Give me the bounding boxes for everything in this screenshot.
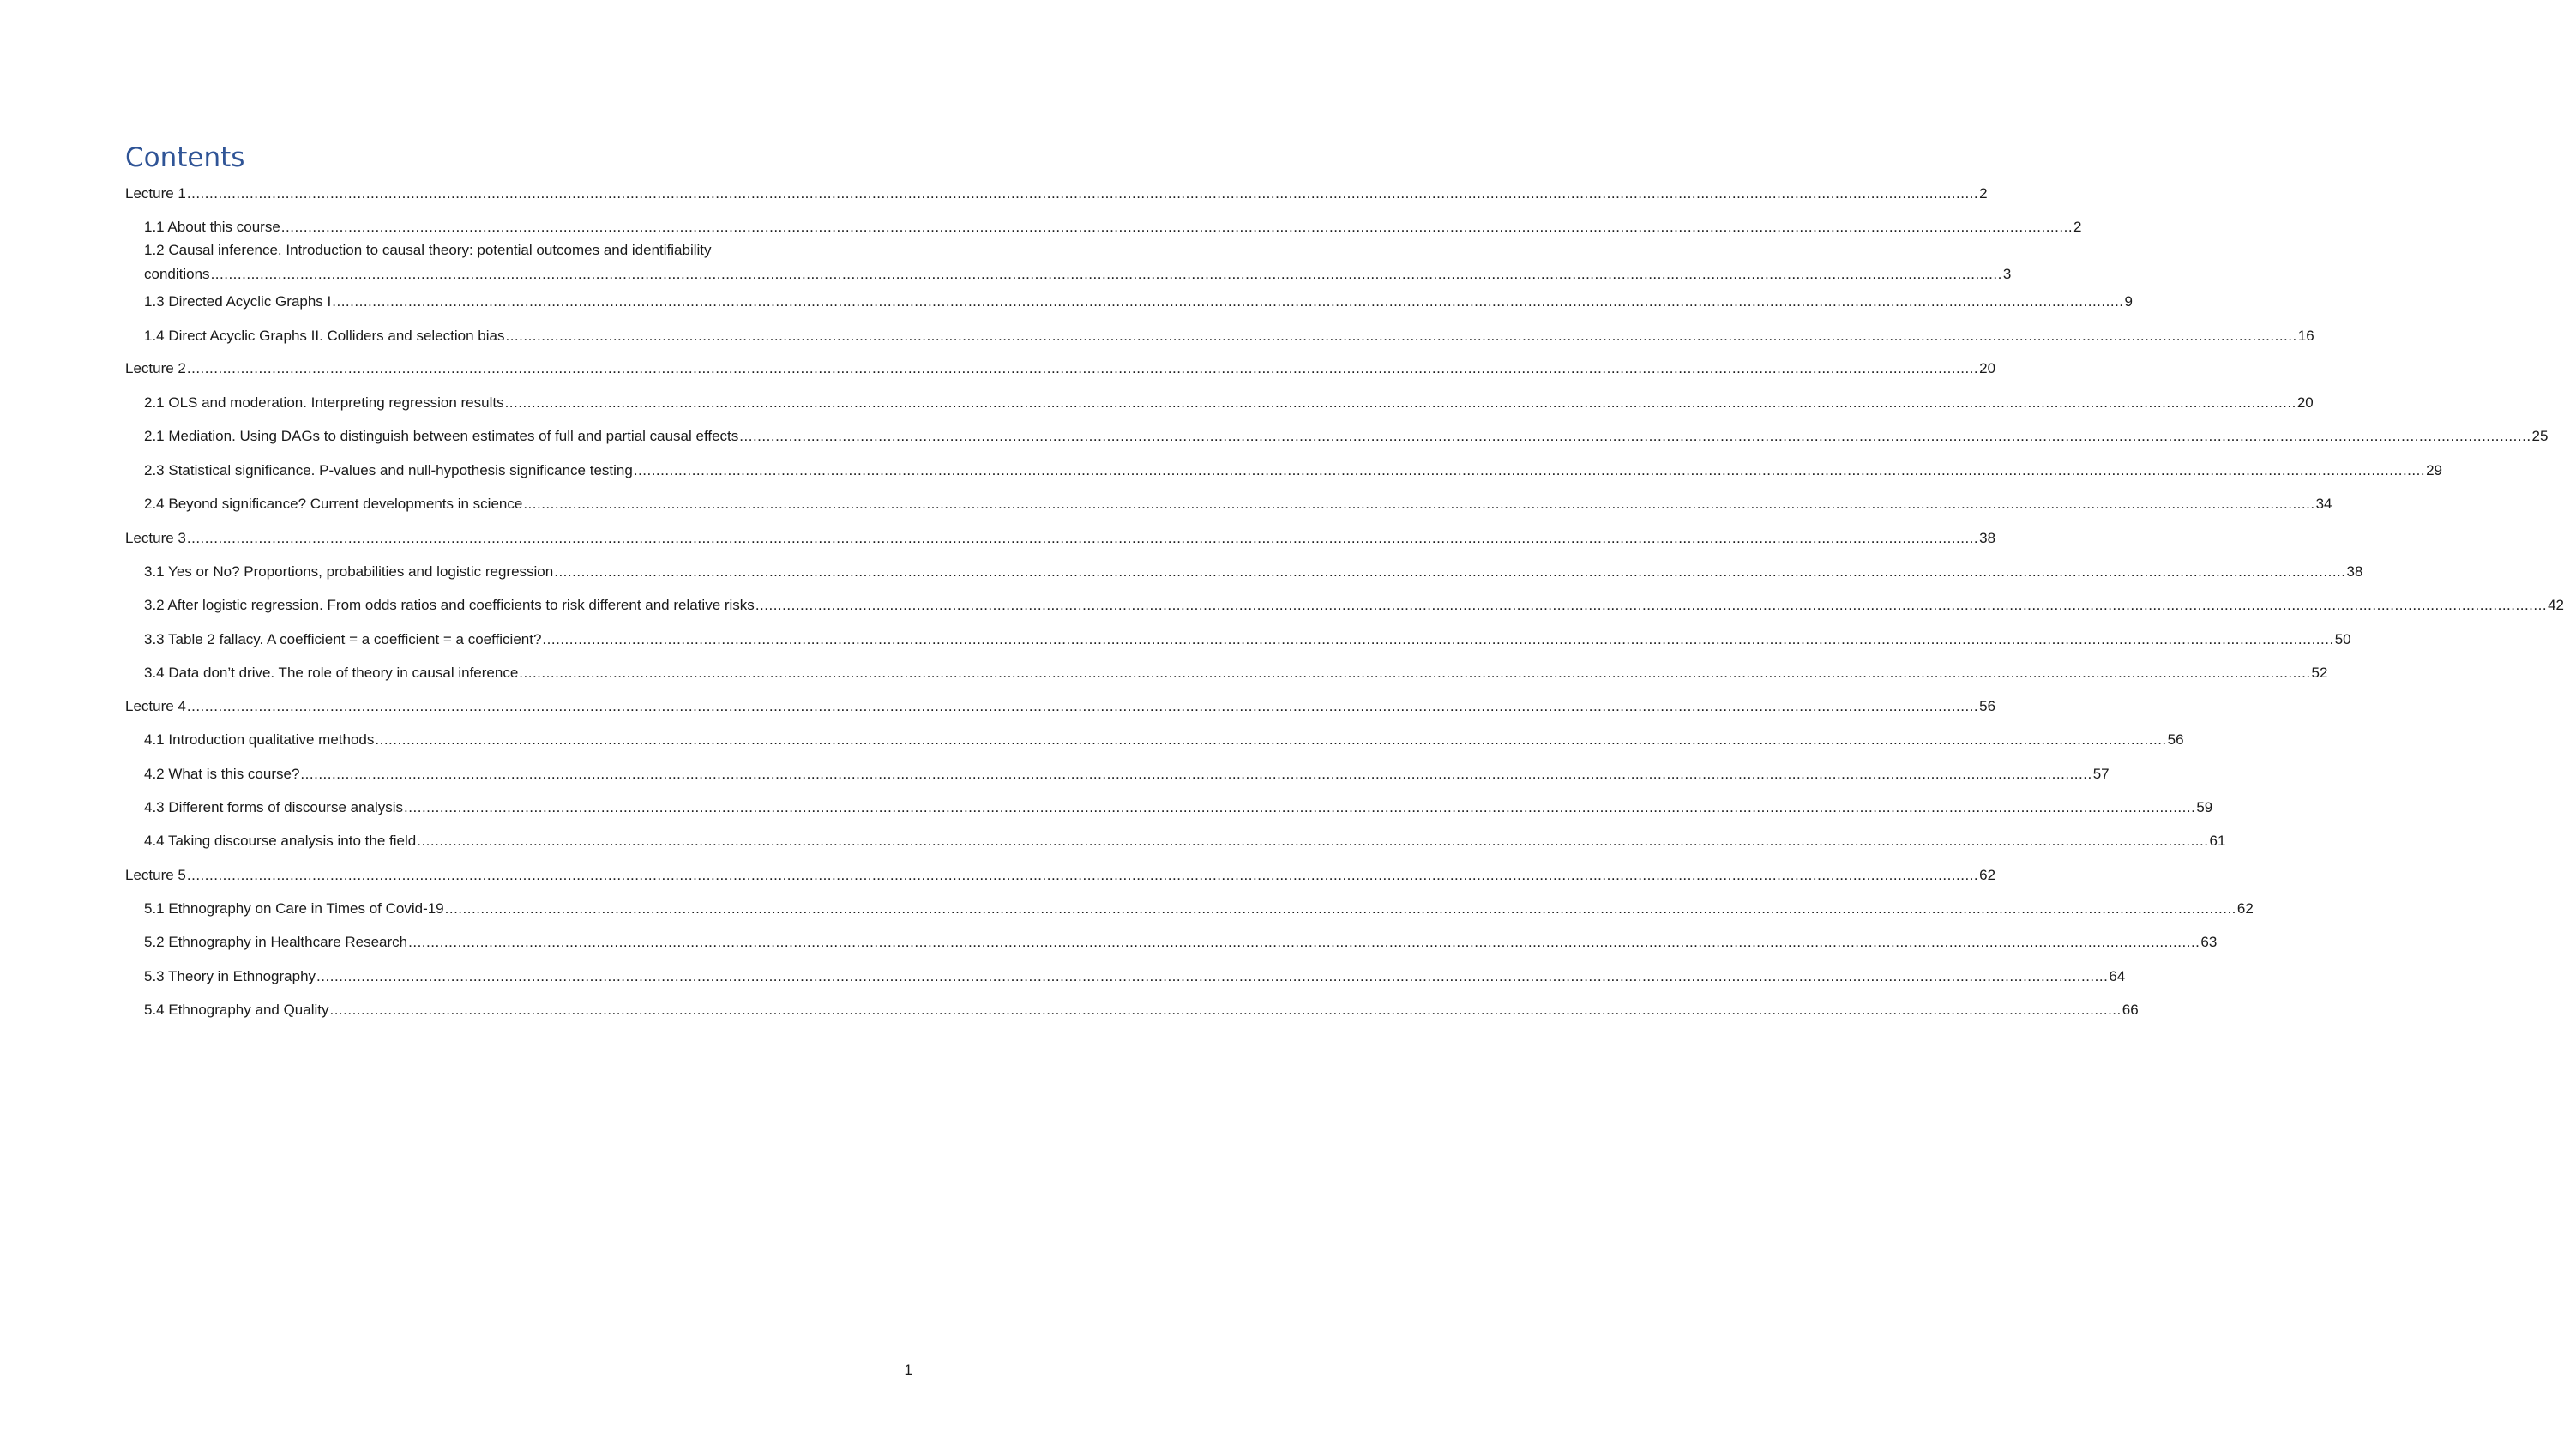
toc-entry-label: 1.4 Direct Acyclic Graphs II. Colliders and selection bias (144, 328, 505, 344)
toc-entry-section[interactable] (144, 829, 2226, 853)
toc-entry-page: 64 (2109, 968, 2126, 984)
toc-dot-leader: ................................................................................................................................................................................................................................................................................................................................................................................................................ (329, 1002, 2122, 1018)
toc-entry-section[interactable] (144, 897, 2254, 921)
toc-entry-section[interactable] (144, 628, 2351, 652)
toc-dot-leader: ................................................................................................................................................................................................................................................................................................................................................................................................................ (542, 631, 2334, 647)
toc-dot-leader: ................................................................................................................................................................................................................................................................................................................................................................................................................ (523, 496, 2315, 512)
toc-dot-leader: ................................................................................................................................................................................................................................................................................................................................................................................................................ (417, 833, 2209, 849)
toc-entry-page: 61 (2209, 833, 2226, 849)
toc-entry-page: 52 (2311, 665, 2328, 681)
toc-dot-leader: ................................................................................................................................................................................................................................................................................................................................................................................................................ (375, 731, 2167, 748)
toc-entry-label: 5.1 Ethnography on Care in Times of Covid-19 (144, 900, 444, 917)
toc-entry-page: 66 (2122, 1002, 2139, 1018)
page-number: 1 (904, 1362, 912, 1378)
toc-entry-page: 57 (2092, 766, 2110, 782)
toc-entry-section[interactable] (144, 560, 2363, 584)
toc-entry-page: 25 (2531, 428, 2549, 444)
toc-entry-line (144, 661, 2328, 685)
toc-entry-section[interactable] (144, 728, 2184, 752)
toc-entry-label: 2.1 Mediation. Using DAGs to distinguish between estimates of full and partial causal effects (144, 428, 739, 444)
toc-dot-leader: ................................................................................................................................................................................................................................................................................................................................................................................................................ (186, 698, 1979, 714)
toc-entry-section[interactable] (144, 459, 2442, 483)
toc-dot-leader: ................................................................................................................................................................................................................................................................................................................................................................................................................ (186, 867, 1979, 883)
toc-entry-line (144, 290, 2133, 314)
toc-entry-lecture[interactable] (125, 863, 1996, 887)
toc-dot-leader: ................................................................................................................................................................................................................................................................................................................................................................................................................ (739, 428, 2531, 444)
toc-dot-leader: ................................................................................................................................................................................................................................................................................................................................................................................................................ (280, 219, 2073, 235)
toc-entry-line (144, 796, 2213, 820)
toc-entry-line (144, 215, 2082, 239)
toc-entry-line (125, 863, 1996, 887)
toc-entry-page: 42 (2548, 597, 2564, 613)
toc-entry-section[interactable] (144, 661, 2328, 685)
toc-entry-label: 3.2 After logistic regression. From odds ratios and coefficients to risk different and relative risks (144, 597, 755, 613)
toc-entry-page: 29 (2426, 462, 2442, 478)
toc-entry-page: 20 (2296, 394, 2314, 411)
toc-entry-label: 3.4 Data don’t drive. The role of theory in causal inference (144, 665, 519, 681)
toc-entry-page: 9 (2124, 293, 2133, 310)
toc-dot-leader: ................................................................................................................................................................................................................................................................................................................................................................................................................ (210, 266, 2002, 282)
toc-entry-line (144, 593, 2564, 617)
toc-entry-section[interactable] (144, 762, 2110, 786)
toc-entry-section[interactable] (144, 965, 2126, 989)
toc-entry-section[interactable] (144, 391, 2314, 415)
toc-entry-line (144, 262, 2012, 286)
toc-entry-line (144, 998, 2139, 1022)
toc-entry-line (125, 182, 1988, 206)
toc-dot-leader: ................................................................................................................................................................................................................................................................................................................................................................................................................ (186, 185, 1979, 202)
toc-entry-page: 3 (2002, 266, 2012, 282)
toc-entry-section[interactable] (144, 215, 2082, 239)
toc-entry-line (144, 391, 2314, 415)
toc-entry-page: 20 (1979, 360, 1996, 376)
toc-dot-leader: ................................................................................................................................................................................................................................................................................................................................................................................................................ (505, 328, 2297, 344)
toc-entry-lecture[interactable] (125, 182, 1988, 206)
toc-entry-line (144, 728, 2184, 752)
toc-entry-label-line1: 1.2 Causal inference. Introduction to causal theory: potential outcomes and identifiability (144, 242, 712, 258)
toc-entry-page: 62 (2236, 900, 2254, 917)
toc-entry-page: 2 (1979, 185, 1988, 202)
toc-entry-section[interactable] (144, 424, 2549, 448)
toc-entry-label: conditions (144, 266, 210, 282)
toc-entry-section[interactable] (144, 930, 2218, 954)
toc-entry-line (125, 526, 1996, 551)
toc-entry-page: 34 (2315, 496, 2332, 512)
toc-entry-label: 3.3 Table 2 fallacy. A coefficient = a coefficient = a coefficient? (144, 631, 542, 647)
toc-entry-page: 38 (1979, 530, 1996, 546)
toc-entry-label: 5.2 Ethnography in Healthcare Research (144, 934, 408, 950)
toc-entry-label: 4.1 Introduction qualitative methods (144, 731, 375, 748)
toc-entry-label: 4.3 Different forms of discourse analysis (144, 799, 404, 815)
toc-entry-label: 1.3 Directed Acyclic Graphs I (144, 293, 332, 310)
toc-entry-label: 5.3 Theory in Ethnography (144, 968, 316, 984)
toc-entry-line (144, 930, 2218, 954)
toc-entry-label: 3.1 Yes or No? Proportions, probabilities and logistic regression (144, 563, 554, 580)
toc-entry-line (144, 829, 2226, 853)
toc-dot-leader: ................................................................................................................................................................................................................................................................................................................................................................................................................ (444, 900, 2236, 917)
toc-entry-label: Lecture 1 (125, 185, 186, 202)
toc-dot-leader: ................................................................................................................................................................................................................................................................................................................................................................................................................ (332, 293, 2124, 310)
toc-entry-page: 38 (2346, 563, 2363, 580)
toc-entry-section[interactable] (144, 238, 2012, 286)
toc-entry-page: 62 (1979, 867, 1996, 883)
toc-dot-leader: ................................................................................................................................................................................................................................................................................................................................................................................................................ (554, 563, 2346, 580)
toc-entry-section[interactable] (144, 492, 2332, 516)
toc-entry-line (144, 459, 2442, 483)
toc-entry-label: 2.3 Statistical significance. P-values and null-hypothesis significance testing (144, 462, 633, 478)
toc-entry-page: 50 (2334, 631, 2351, 647)
toc-entry-label: 2.1 OLS and moderation. Interpreting regression results (144, 394, 504, 411)
toc-entry-line (144, 424, 2549, 448)
toc-dot-leader: ................................................................................................................................................................................................................................................................................................................................................................................................................ (408, 934, 2200, 950)
toc-entry-label: Lecture 5 (125, 867, 186, 883)
toc-dot-leader: ................................................................................................................................................................................................................................................................................................................................................................................................................ (186, 360, 1979, 376)
toc-entry-label: 2.4 Beyond significance? Current developments in science (144, 496, 523, 512)
toc-dot-leader: ................................................................................................................................................................................................................................................................................................................................................................................................................ (633, 462, 2426, 478)
toc-entry-label: 4.2 What is this course? (144, 766, 300, 782)
toc-entry-label: Lecture 4 (125, 698, 186, 714)
toc-entry-page: 63 (2200, 934, 2218, 950)
toc-entry-lecture[interactable] (125, 695, 1996, 719)
toc-dot-leader: ................................................................................................................................................................................................................................................................................................................................................................................................................ (755, 597, 2548, 613)
toc-entry-label: 1.1 About this course (144, 219, 280, 235)
toc-entry-line (144, 560, 2363, 584)
toc-entry-section[interactable] (144, 796, 2213, 820)
toc-entry-line (144, 324, 2314, 348)
toc-entry-line (144, 492, 2332, 516)
toc-entry-lecture[interactable] (125, 526, 1996, 551)
toc-dot-leader: ................................................................................................................................................................................................................................................................................................................................................................................................................ (186, 530, 1979, 546)
toc-dot-leader: ................................................................................................................................................................................................................................................................................................................................................................................................................ (519, 665, 2311, 681)
toc-entry-page: 56 (2167, 731, 2184, 748)
toc-entry-line (125, 357, 1996, 381)
toc-entry-line (144, 628, 2351, 652)
toc-entry-lecture[interactable] (125, 357, 1996, 381)
toc-dot-leader: ................................................................................................................................................................................................................................................................................................................................................................................................................ (404, 799, 2196, 815)
toc-entry-label: 4.4 Taking discourse analysis into the field (144, 833, 417, 849)
toc-entry-line (144, 762, 2110, 786)
toc-entry-section[interactable] (144, 290, 2133, 314)
toc-dot-leader: ................................................................................................................................................................................................................................................................................................................................................................................................................ (504, 394, 2296, 411)
toc-entry-section[interactable] (144, 593, 2564, 617)
toc-entry-page: 56 (1979, 698, 1996, 714)
toc-entry-label: Lecture 3 (125, 530, 186, 546)
toc-entry-section[interactable] (144, 998, 2139, 1022)
toc-entry-label: Lecture 2 (125, 360, 186, 376)
toc-dot-leader: ................................................................................................................................................................................................................................................................................................................................................................................................................ (316, 968, 2109, 984)
toc-entry-section[interactable] (144, 324, 2314, 348)
toc-dot-leader: ................................................................................................................................................................................................................................................................................................................................................................................................................ (300, 766, 2092, 782)
toc-entry-page: 16 (2297, 328, 2314, 344)
toc-entry-page: 59 (2196, 799, 2213, 815)
toc-entry-line (144, 897, 2254, 921)
toc-entry-page: 2 (2073, 219, 2082, 235)
toc-title: Contents (125, 142, 245, 173)
toc-entry-line (125, 695, 1996, 719)
toc-entry-line (144, 965, 2126, 989)
toc-entry-label: 5.4 Ethnography and Quality (144, 1002, 329, 1018)
